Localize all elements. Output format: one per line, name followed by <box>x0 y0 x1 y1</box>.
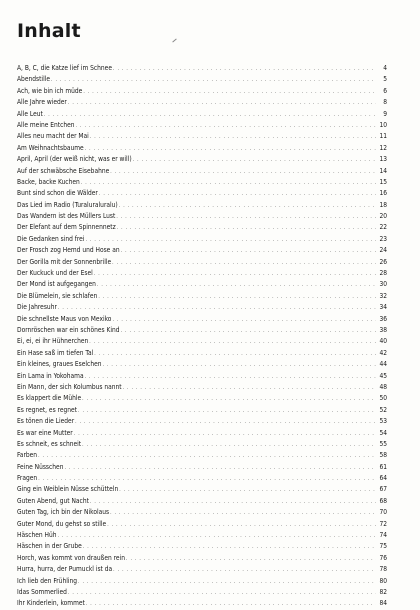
toc-entry <box>17 405 387 416</box>
dot-leader <box>90 131 376 142</box>
toc-entry-title: Abendstille <box>17 75 51 84</box>
dot-leader <box>117 222 376 233</box>
toc-entry-title: Der Frosch zog Hemd und Hose an <box>17 246 120 255</box>
toc-entry <box>17 484 387 495</box>
toc-entry-page-number: 68 <box>379 496 387 505</box>
toc-entry <box>17 154 387 165</box>
dot-leader <box>119 484 376 495</box>
dot-leader <box>121 325 376 336</box>
dot-leader <box>90 496 376 507</box>
toc-entry-page-number: 40 <box>379 337 387 346</box>
toc-entry-page-number: 5 <box>383 75 387 84</box>
dot-leader <box>86 598 376 609</box>
dot-leader <box>86 234 377 245</box>
toc-entry <box>17 109 387 120</box>
toc-entry-title: Das Lied im Radio (Turaluraluralu) <box>17 200 118 209</box>
toc-entry-title: Bunt sind schon die Wälder <box>17 189 98 198</box>
toc-entry-page-number: 16 <box>379 189 387 198</box>
toc-entry-page-number: 84 <box>379 599 387 608</box>
toc-entry-page-number: 10 <box>379 120 387 129</box>
dot-leader <box>94 268 376 279</box>
dot-leader <box>85 143 376 154</box>
dot-leader <box>123 382 376 393</box>
dot-leader <box>81 177 376 188</box>
toc-entry-page-number: 30 <box>379 280 387 289</box>
dot-leader <box>74 428 376 439</box>
toc-entry-page-number: 6 <box>383 86 387 95</box>
toc-entry-page-number: 76 <box>379 553 387 562</box>
toc-entry <box>17 348 387 359</box>
pen-mark <box>172 39 176 43</box>
toc-entry-page-number: 24 <box>379 246 387 255</box>
toc-entry-title: Dornröschen war ein schönes Kind <box>17 325 120 334</box>
toc-entry-title: Alle Leut <box>17 109 43 118</box>
toc-entry-page-number: 50 <box>379 394 387 403</box>
toc-entry <box>17 245 387 256</box>
toc-entry-page-number: 82 <box>379 587 387 596</box>
toc-entry <box>17 188 387 199</box>
dot-leader <box>83 541 376 552</box>
dot-leader <box>99 188 376 199</box>
dot-leader <box>82 439 376 450</box>
table-of-contents <box>17 63 387 610</box>
dot-leader <box>103 359 377 370</box>
toc-entry-page-number: 75 <box>379 542 387 551</box>
toc-entry <box>17 496 387 507</box>
toc-entry <box>17 234 387 245</box>
toc-entry-page-number: 74 <box>379 531 387 540</box>
toc-entry-title: Guten Tag, ich bin der Nikolaus <box>17 508 110 517</box>
toc-entry-page-number: 9 <box>383 109 387 118</box>
toc-entry-title: Farben <box>17 451 38 460</box>
toc-entry <box>17 587 387 598</box>
toc-entry-title: Die Gedanken sind frei <box>17 234 85 243</box>
toc-entry <box>17 336 387 347</box>
dot-leader <box>126 553 376 564</box>
toc-entry-title: Der Mond ist aufgegangen <box>17 280 96 289</box>
toc-entry <box>17 86 387 97</box>
toc-entry-page-number: 14 <box>379 166 387 175</box>
toc-entry-page-number: 34 <box>379 303 387 312</box>
toc-entry-title: Ein Lama in Yokohama <box>17 371 84 380</box>
toc-entry <box>17 428 387 439</box>
dot-leader <box>89 336 376 347</box>
toc-entry-page-number: 42 <box>379 348 387 357</box>
toc-entry <box>17 416 387 427</box>
toc-entry-title: Ihr Kinderlein, kommet <box>17 599 85 608</box>
toc-entry-page-number: 8 <box>383 98 387 107</box>
dot-leader <box>119 200 376 211</box>
toc-entry <box>17 507 387 518</box>
toc-entry-page-number: 23 <box>379 234 387 243</box>
toc-entry <box>17 211 387 222</box>
toc-entry <box>17 222 387 233</box>
toc-entry-title: Alle Jahre wieder <box>17 98 67 107</box>
toc-entry <box>17 177 387 188</box>
toc-entry-title: Die schnellste Maus von Mexiko <box>17 314 112 323</box>
toc-entry-title: Das Wandern ist des Müllers Lust <box>17 212 116 221</box>
dot-leader <box>78 405 376 416</box>
toc-entry-page-number: 32 <box>379 291 387 300</box>
dot-leader <box>133 154 376 165</box>
toc-entry <box>17 143 387 154</box>
dot-leader <box>110 166 376 177</box>
dot-leader <box>94 348 376 359</box>
toc-entry-title: Häschen in der Grube <box>17 542 82 551</box>
dot-leader <box>97 279 376 290</box>
toc-entry <box>17 371 387 382</box>
dot-leader <box>58 302 376 313</box>
dot-leader <box>113 63 376 74</box>
toc-entry-page-number: 61 <box>379 462 387 471</box>
dot-leader <box>112 257 376 268</box>
toc-entry-page-number: 52 <box>379 405 387 414</box>
toc-entry-page-number: 58 <box>379 451 387 460</box>
toc-entry-title: April, April (der weiß nicht, was er will) <box>17 155 132 164</box>
toc-entry <box>17 576 387 587</box>
toc-entry <box>17 553 387 564</box>
toc-entry-page-number: 67 <box>379 485 387 494</box>
toc-entry-page-number: 38 <box>379 325 387 334</box>
toc-entry-page-number: 48 <box>379 382 387 391</box>
toc-entry <box>17 268 387 279</box>
toc-entry <box>17 257 387 268</box>
toc-entry <box>17 120 387 131</box>
toc-entry-page-number: 22 <box>379 223 387 232</box>
toc-entry-title: Häschen Hüh <box>17 531 57 540</box>
toc-entry <box>17 63 387 74</box>
toc-entry-page-number: 20 <box>379 212 387 221</box>
toc-entry-title: Der Gorilla mit der Sonnenbrille <box>17 257 112 266</box>
toc-entry <box>17 166 387 177</box>
toc-entry-page-number: 78 <box>379 565 387 574</box>
dot-leader <box>68 587 376 598</box>
dot-leader <box>116 211 376 222</box>
dot-leader <box>76 120 376 131</box>
toc-entry-page-number: 36 <box>379 314 387 323</box>
toc-entry-title: Ach, wie bin ich müde <box>17 86 83 95</box>
dot-leader <box>75 416 376 427</box>
toc-entry-page-number: 72 <box>379 519 387 528</box>
toc-entry <box>17 359 387 370</box>
dot-leader <box>83 86 376 97</box>
toc-entry-title: Die Jahresuhr <box>17 303 57 312</box>
toc-entry-title: Ein kleines, graues Eselchen <box>17 360 102 369</box>
toc-entry-title: Horch, was kommt von draußen rein <box>17 553 125 562</box>
toc-entry-page-number: 11 <box>379 132 387 141</box>
toc-entry-title: Hurra, hurra, der Pumuckl ist da <box>17 565 113 574</box>
dot-leader <box>112 314 376 325</box>
toc-entry <box>17 314 387 325</box>
toc-entry <box>17 97 387 108</box>
toc-entry <box>17 382 387 393</box>
dot-leader <box>82 393 376 404</box>
toc-entry-title: Es klappert die Mühle <box>17 394 82 403</box>
toc-entry-title: Idas Sommerlied <box>17 587 67 596</box>
dot-leader <box>68 97 376 108</box>
toc-entry <box>17 473 387 484</box>
toc-entry-page-number: 26 <box>379 257 387 266</box>
toc-entry-title: Alle meine Entchen <box>17 120 75 129</box>
toc-entry-title: Es tönen die Lieder <box>17 417 75 426</box>
dot-leader <box>38 473 376 484</box>
toc-entry <box>17 530 387 541</box>
toc-entry <box>17 519 387 530</box>
toc-entry-title: Es regnet, es regnet <box>17 405 78 414</box>
toc-entry <box>17 325 387 336</box>
dot-leader <box>51 74 376 85</box>
toc-entry-title: Die Blümelein, sie schlafen <box>17 291 98 300</box>
toc-entry <box>17 393 387 404</box>
toc-entry <box>17 541 387 552</box>
toc-entry <box>17 291 387 302</box>
toc-entry-page-number: 18 <box>379 200 387 209</box>
toc-entry <box>17 564 387 575</box>
toc-entry <box>17 462 387 473</box>
toc-entry-title: Es schneit, es schneit <box>17 439 82 448</box>
toc-entry-title: Alles neu macht der Mai <box>17 132 89 141</box>
toc-entry-page-number: 28 <box>379 269 387 278</box>
dot-leader <box>107 519 376 530</box>
dot-leader <box>64 462 376 473</box>
toc-entry-page-number: 12 <box>379 143 387 152</box>
toc-entry <box>17 279 387 290</box>
toc-entry-title: Am Weihnachtsbaume <box>17 143 84 152</box>
toc-entry <box>17 302 387 313</box>
toc-entry-title: Ei, ei, ei ihr Hühnerchen <box>17 337 89 346</box>
toc-entry-title: Der Kuckuck und der Esel <box>17 269 93 278</box>
dot-leader <box>78 576 376 587</box>
page-title: Inhalt <box>17 20 81 42</box>
toc-entry-page-number: 54 <box>379 428 387 437</box>
dot-leader <box>110 507 376 518</box>
toc-entry-page-number: 70 <box>379 508 387 517</box>
toc-entry <box>17 200 387 211</box>
toc-entry-page-number: 15 <box>379 177 387 186</box>
toc-entry-title: Backe, backe Kuchen <box>17 177 80 186</box>
dot-leader <box>98 291 376 302</box>
toc-entry <box>17 74 387 85</box>
toc-entry-page-number: 55 <box>379 439 387 448</box>
dot-leader <box>44 109 376 120</box>
toc-entry-title: Ein Hase saß im tiefen Tal <box>17 348 94 357</box>
dot-leader <box>113 564 376 575</box>
toc-entry-title: Feine Nüsschen <box>17 462 64 471</box>
toc-entry-title: A, B, C, die Katze lief im Schnee <box>17 64 112 72</box>
toc-entry-title: Ich lieb den Frühling <box>17 576 78 585</box>
toc-entry-page-number: 80 <box>379 576 387 585</box>
toc-entry <box>17 598 387 609</box>
dot-leader <box>38 450 376 461</box>
toc-entry-title: Es war eine Mutter <box>17 428 73 437</box>
toc-entry-page-number: 13 <box>379 155 387 164</box>
toc-entry-page-number: 44 <box>379 360 387 369</box>
toc-entry-title: Auf der schwäbsche Eisebahne <box>17 166 110 175</box>
dot-leader <box>121 245 376 256</box>
dot-leader <box>85 371 376 382</box>
toc-entry-title: Der Elefant auf dem Spinnennetz <box>17 223 116 232</box>
toc-entry-title: Ein Mann, der sich Kolumbus nannt <box>17 382 122 391</box>
toc-entry-title: Fragen <box>17 474 38 483</box>
toc-entry-page-number: 45 <box>379 371 387 380</box>
toc-entry-title: Guten Abend, gut Nacht <box>17 496 89 505</box>
toc-entry <box>17 131 387 142</box>
toc-entry-title: Ging ein Weiblein Nüsse schütteln <box>17 485 119 494</box>
toc-entry-title: Guter Mond, du gehst so stille <box>17 519 107 528</box>
toc-entry-page-number: 53 <box>379 417 387 426</box>
dot-leader <box>58 530 377 541</box>
toc-entry <box>17 439 387 450</box>
toc-entry <box>17 450 387 461</box>
toc-entry-page-number: 4 <box>383 64 387 72</box>
toc-entry-page-number: 64 <box>379 474 387 483</box>
